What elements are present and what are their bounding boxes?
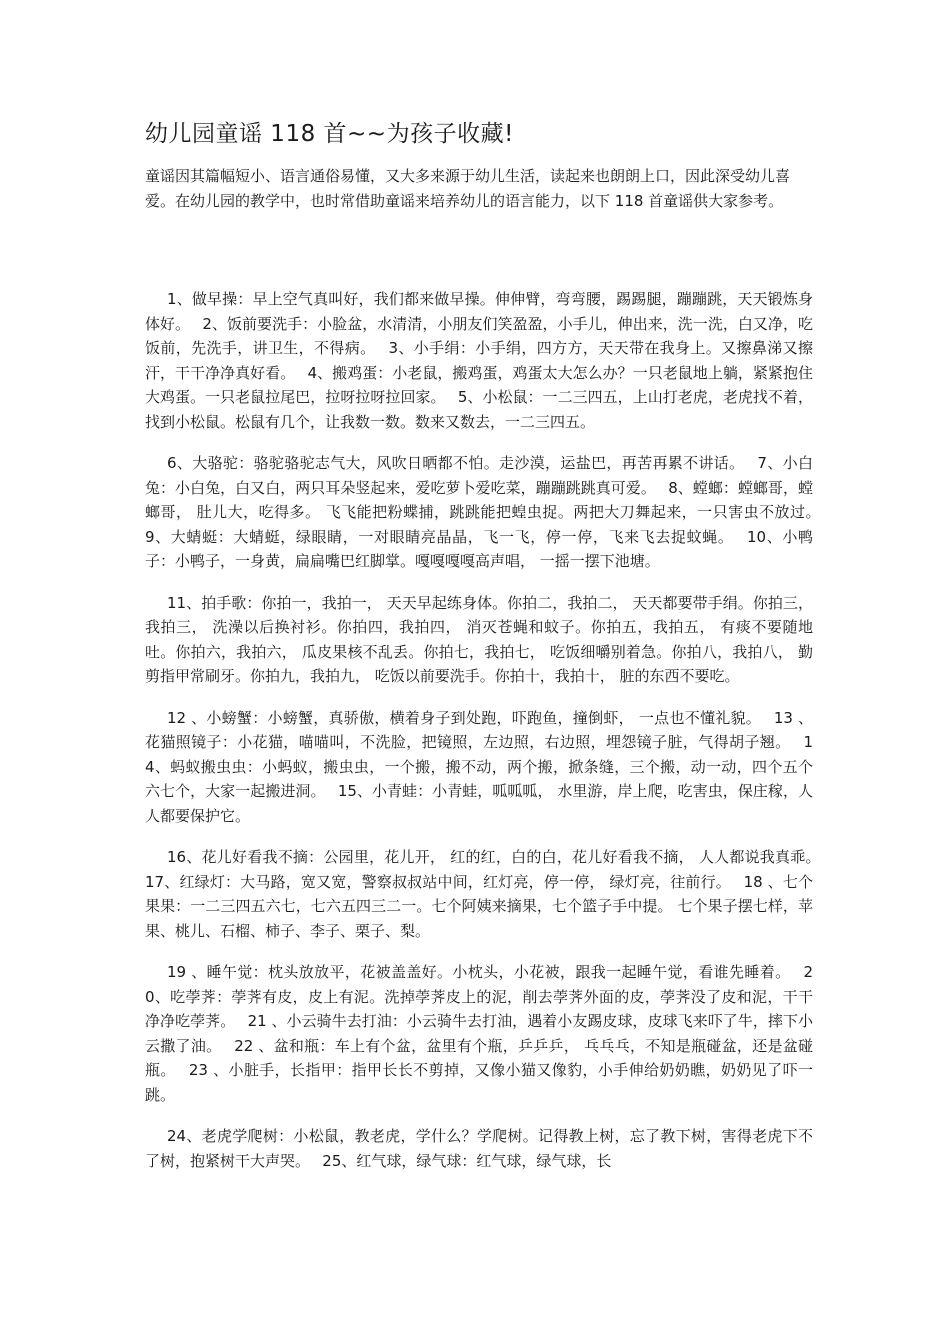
rhyme-paragraph: 6、大骆驼：骆驼骆驼志气大，风吹日晒都不怕。走沙漠，运盐巴，再苦再累不讲话。 7、小白兔：小白兔，白又白，两只耳朵竖起来，爱吃萝卜爱吃菜，蹦蹦跳跳真可爱。 8、螳螂：螳螂哥，螳螂哥， 肚儿大，吃得多。 飞飞能把粉蝶捕，跳跳能把蝗虫捉。两把大刀舞起来，一只害虫不放过。 9、大蜻蜓：大蜻蜓，绿眼睛，一对眼睛亮晶晶，飞一飞，停一停，飞来飞去捉蚊蝇。 10、小鸭子：小鸭子，一身黄，扁扁嘴巴红脚掌。嘎嘎嘎嘎高声唱， 一摇一摆下池塘。	[145, 454, 833, 570]
rhyme-paragraph: 24、老虎学爬树：小松鼠，教老虎，学什么？学爬树。记得教上树，忘了教下树，害得老虎下不了树，抱紧树干大声哭。 25、红气球，绿气球：红气球，绿气球，长	[145, 1127, 813, 1170]
rhyme-paragraph: 19 、睡午觉：枕头放放平，花被盖盖好。小枕头，小花被，跟我一起睡午觉，看谁先睡着。 20、吃荸荠：荸荠有皮，皮上有泥。洗掉荸荠皮上的泥，削去荸荠外面的皮，荸荠没了皮和泥，干干净净吃荸荠。 21 、小云骑牛去打油：小云骑牛去打油，遇着小友踢皮球，皮球飞来吓了牛，摔下小云撒了油。 22 、盆和瓶：车上有个盆，盆里有个瓶，乒乒乒， 乓乓乓，不知是瓶碰盆，还是盆碰瓶。 23 、小脏手，长指甲：指甲长长不剪掉，又像小猫又像豹，小手伸给奶奶瞧，奶奶见了吓一跳。	[145, 963, 813, 1104]
document-title: 幼儿园童谣 118 首~~为孩子收藏!	[145, 121, 514, 147]
rhyme-paragraph: 12 、小螃蟹：小螃蟹，真骄傲，横着身子到处跑，吓跑鱼，撞倒虾， 一点也不懂礼貌。 13 、花猫照镜子：小花猫，喵喵叫，不洗脸，把镜照，左边照，右边照，埋怨镜子脏，气得胡子翘。 14、蚂蚁搬虫虫：小蚂蚁，搬虫虫，一个搬，搬不动，两个搬，掀条缝，三个搬，动一动，四个五个六七个，大家一起搬进洞。 15、小青蛙：小青蛙，呱呱呱， 水里游，岸上爬，吃害虫，保庄稼，人人都要保护它。	[145, 708, 813, 825]
document-body	[145, 287, 833, 1190]
rhyme-paragraph: 16、花儿好看我不摘：公园里，花儿开， 红的红，白的白，花儿好看我不摘， 人人都说我真乖。 17、红绿灯：大马路，宽又宽，警察叔叔站中间，红灯亮，停一停， 绿灯亮，往前行。 18 、七个果果：一二三四五六七，七六五四三二一。七个阿姨来摘果，七个篮子手中提。 七个果子摆七样，苹果、桃儿、石榴、柿子、李子、栗子、梨。	[145, 848, 833, 940]
rhyme-paragraph: 11、拍手歌：你拍一，我拍一， 天天早起练身体。你拍二，我拍二， 天天都要带手绢。你拍三，我拍三， 洗澡以后换衬衫。你拍四，我拍四， 消灭苍蝇和蚊子。你拍五，我拍五， 有痰不要随地吐。你拍六，我拍六， 瓜皮果核不乱丢。你拍七，我拍七， 吃饭细嚼别着急。你拍八，我拍八， 勤剪指甲常刷牙。你拍九，我拍九， 吃饭以前要洗手。你拍十，我拍十， 脏的东西不要吃。	[145, 593, 813, 685]
rhyme-paragraph: 1、做早操：早上空气真叫好，我们都来做早操。伸伸臂，弯弯腰，踢踢腿，蹦蹦跳，天天锻炼身体好。 2、饭前要洗手：小脸盆，水清清，小朋友们笑盈盈，小手儿，伸出来，洗一洗，白又净，吃饭前，先洗手，讲卫生，不得病。 3、小手绢：小手绢，四方方，天天带在我身上。又擦鼻涕又擦汗，干干净净真好看。 4、搬鸡蛋：小老鼠，搬鸡蛋，鸡蛋太大怎么办？一只老鼠地上躺，紧紧抱住大鸡蛋。一只老鼠拉尾巴，拉呀拉呀拉回家。 5、小松鼠：一二三四五，上山打老虎，老虎找不着，找到小松鼠。松鼠有几个，让我数一数。数来又数去，一二三四五。	[145, 290, 813, 431]
intro-paragraph: 童谣因其篇幅短小、语言通俗易懂，又大多来源于幼儿生活，读起来也朗朗上口，因此深受幼儿喜爱。在幼儿园的教学中，也时常借助童谣来培养幼儿的语言能力，以下 118 首童谣供大家参考。	[145, 167, 791, 210]
